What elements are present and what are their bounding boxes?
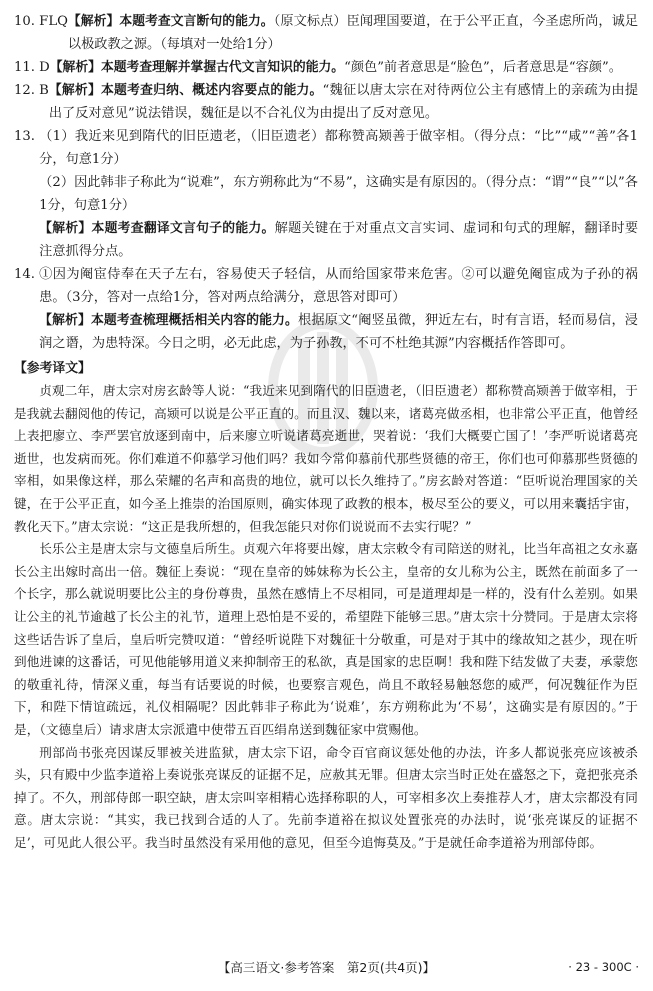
answer-14-analysis: [39, 309, 638, 355]
analysis-focus: 本题考查翻译文言句子的能力。: [91, 221, 275, 236]
answer-12: [14, 79, 638, 125]
analysis-tag: 【解析】: [67, 14, 120, 29]
analysis-text: “魏征以唐太宗在对待两位公主有感情上的亲疏为由提出了反对意见”说法错误，魏征是以不合礼仪为由提出了反对意见。: [48, 83, 639, 121]
analysis-focus: 本题考查归纳、概述内容要点的能力。: [101, 83, 323, 98]
footer-code: · 23 - 300C ·: [568, 960, 639, 974]
footer-page-info: 【高三语文·参考答案 第2页(共4页)】: [217, 960, 436, 975]
answer-14: [14, 263, 638, 355]
answer-number: 11. D: [14, 60, 50, 75]
answer-number: 13.: [14, 129, 40, 144]
translation-paragraph-1: 贞观二年，唐太宗对房玄龄等人说：“我近来见到隋代的旧臣遗老，（旧臣遗老）都称赞高颎善于做宰相，于是我就去翻阅他的传记，高颎可以说是公平正直的。而且汉、魏以来，诸葛亮做丞相，也非常公平正直，他曾经上表把廖立、李严罢官放逐到南中，后来廖立听说诸葛亮逝世，哭着说：‘我们大概要亡国了！’李严听说诸葛亮逝世，也发病而死。你们难道不仰慕学习他们吗？我如今常仰慕前代那些贤德的帝王，你们也可仰慕那些贤德的宰相，如果像这样，那么荣耀的名声和高贵的地位，就可以长久维持了。”房玄龄对答道：“臣听说治理国家的关键，在于公平正直，如今圣上推崇的治国原则，确实体现了政教的根本，极尽至公的要义，可以用来囊括宇宙，教化天下。”唐太宗说：“这正是我所想的，但我怎能只对你们说说而不去实行呢？”: [14, 383, 638, 534]
analysis-focus: 本题考查文言断句的能力。: [119, 14, 274, 29]
analysis-focus: 本题考查梳理概括相关内容的能力。: [90, 313, 298, 328]
answer-13-analysis: [39, 217, 638, 263]
answer-13-part-1: （1）我近来见到隋代的旧臣遗老，（旧臣遗老）都称赞高颎善于做宰相。（得分点：“比”“咸”“善”各1分，句意1分）: [39, 129, 638, 167]
answer-13-part-2: （2）因此韩非子称此为“说难”，东方朔称此为“不易”，这确实是有原因的。（得分点：“谓”“良”“以”各1分，句意1分）: [39, 175, 638, 213]
answer-number: 12. B: [14, 83, 49, 98]
analysis-text: （原文标点）臣闻理国要道，在于公平正直，今圣虑所尚，诚足以极政教之源。（每填对一处给1分）: [67, 14, 639, 52]
analysis-text: 解题关键在于对重点文言实词、虚词和句式的理解，翻译时要注意抓得分点。: [39, 221, 639, 259]
analysis-text: 根据原文“阉竖虽微，狎近左右，时有言语，轻而易信，浸润之谮，为患特深。今日之明，必无此虑，为子孙教，不可不杜绝其源”内容概括作答即可。: [39, 313, 638, 351]
answer-number: 14.: [14, 267, 40, 282]
analysis-focus: 本题考查理解并掌握古代文言知识的能力。: [100, 60, 345, 75]
answer-11: [14, 56, 638, 79]
analysis-tag: 【解析】: [49, 60, 101, 75]
translation-paragraph-3: 刑部尚书张亮因谋反罪被关进监狱，唐太宗下诏，命令百官商议惩处他的办法，许多人都说张亮应该被杀头，只有殿中少监李道裕上奏说张亮谋反的证据不足，应赦其无罪。但唐太宗当时正处在盛怒之下，竟把张亮杀掉了。不久，刑部侍郎一职空缺，唐太宗叫宰相精心选择称职的人，可宰相多次上奏推荐人才，唐太宗都没有同意。唐太宗说：“其实，我已找到合适的人了。先前李道裕在拟议处置张亮的办法时，说‘张亮谋反的证据不足’，可见此人很公平。我当时虽然没有采用他的意见，但至今追悔莫及。”于是就任命李道裕为刑部侍郎。: [14, 744, 638, 850]
translation-paragraph-2: 长乐公主是唐太宗与文德皇后所生。贞观六年将要出嫁，唐太宗敕令有司陪送的财礼，比当年高祖之女永嘉长公主出嫁时高出一倍。魏征上奏说：“现在皇帝的姊妹称为长公主，皇帝的女儿称为公主，既然在前面多了一个长字，那么就说明要比公主的身份尊贵，虽然在感情上不尽相同，可是道理却是一样的，没有什么差别。如果让公主的礼节逾越了长公主的礼节，道理上恐怕是不妥的，希望陛下能够三思。”唐太宗十分赞同。于是唐太宗将这些话告诉了皇后，皇后听完赞叹道：“曾经听说陛下对魏征十分敬重，可是对于其中的缘故知之甚少，现在听到他进谏的这番话，可见他能够用道义来抑制帝王的私欲，真是国家的忠臣啊！我和陛下结发做了夫妻，承蒙您的敬重礼待，情深义重，每当有话要说的时候，也要察言观色，尚且不敢轻易触怒您的威严，何况魏征作为臣下，和陛下情谊疏远，礼仪相隔呢？因此韩非子称此为‘说难’，东方朔称此为‘不易’，这确实是有原因的。”于是，（文德皇后）请求唐太宗派遣中使带五百匹绢帛送到魏征家中赏赐他。: [14, 541, 638, 737]
answer-13: [14, 125, 638, 263]
answer-number: 10. FLQ: [14, 14, 68, 29]
answer-page: [14, 10, 638, 854]
analysis-tag: 【解析】: [39, 313, 91, 328]
page-footer: [0, 958, 653, 982]
answer-10: [14, 10, 638, 56]
analysis-text: “颜色”前者意思是“脸色”，后者意思是“容颜”。: [344, 60, 622, 75]
translation-heading: 【参考译文】: [14, 361, 91, 376]
analysis-tag: 【解析】: [48, 83, 101, 98]
answer-14-text: ①因为阉宦侍奉在天子左右，容易使天子轻信，从而给国家带来危害。②可以避免阉宦成为子孙的祸患。（3分，答对一点给1分，答对两点给满分，意思答对即可）: [39, 267, 638, 305]
analysis-tag: 【解析】: [39, 221, 92, 236]
